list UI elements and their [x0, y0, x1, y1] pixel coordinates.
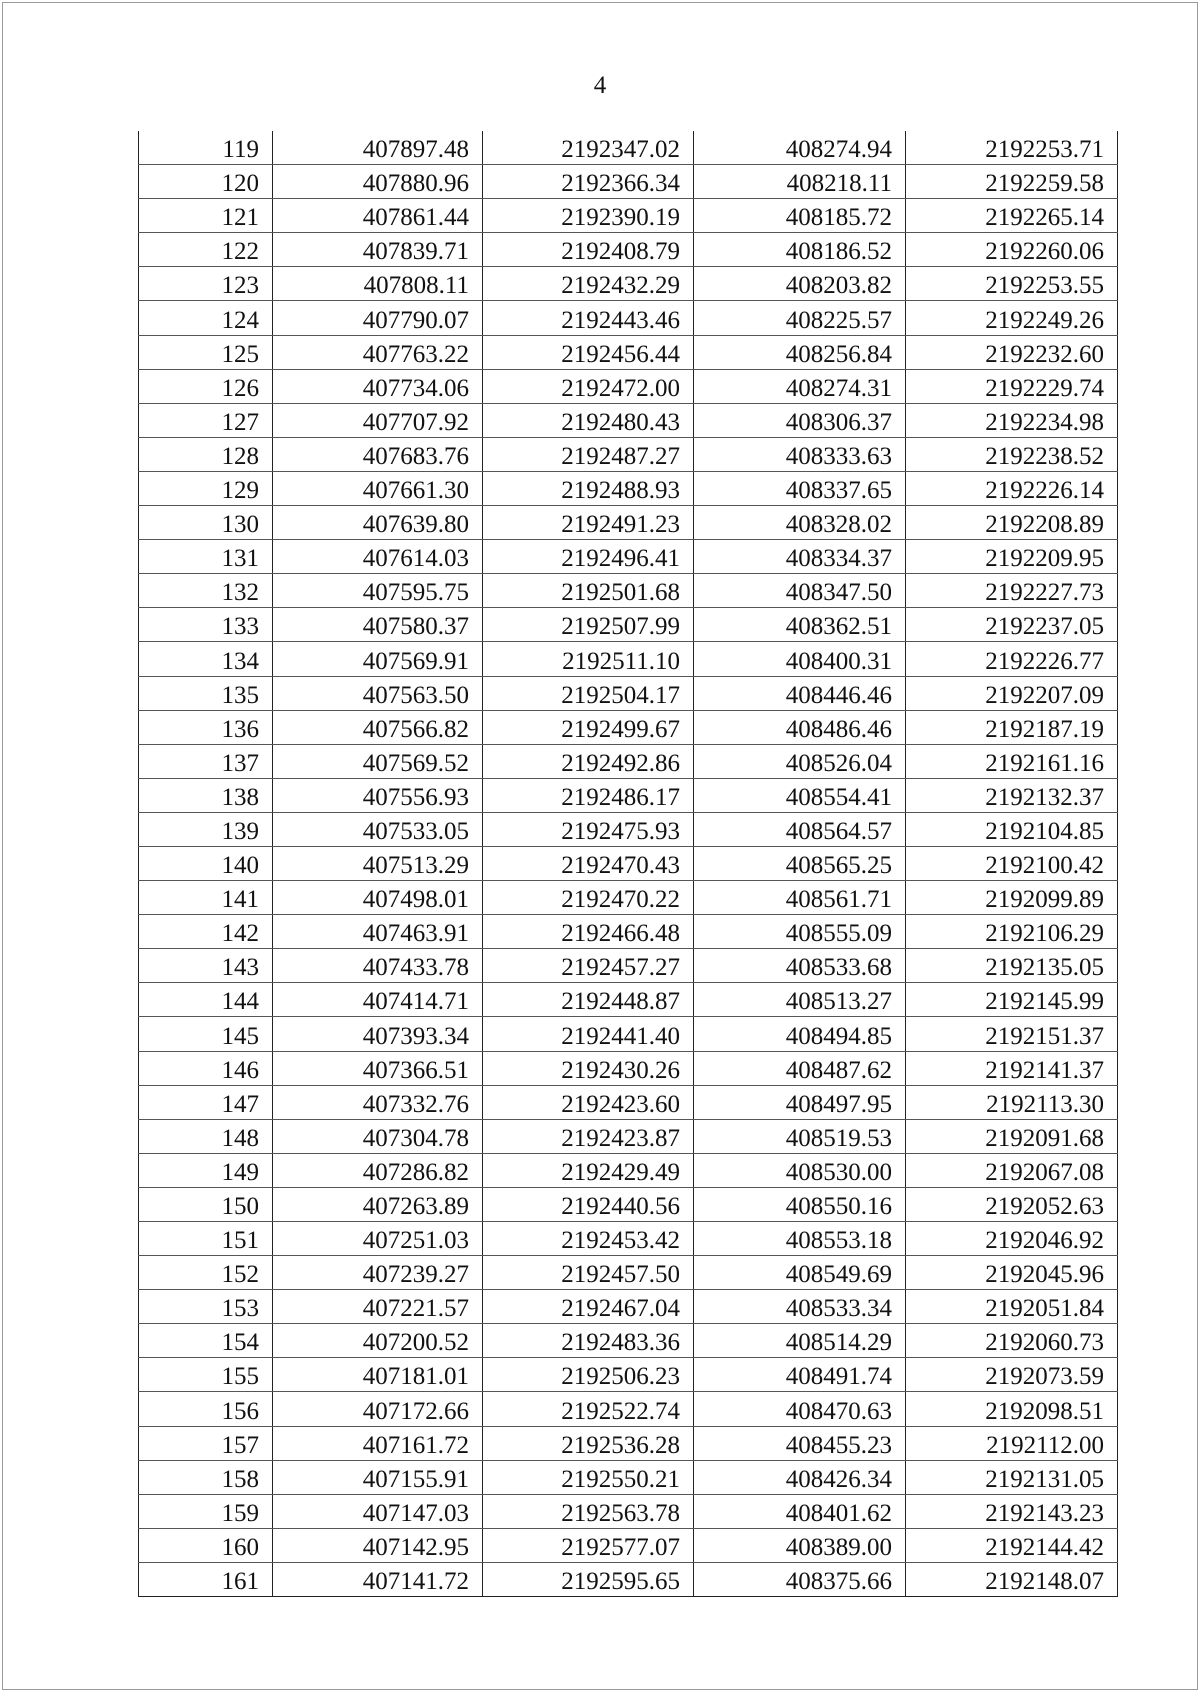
table-row [139, 165, 1118, 199]
table-row [139, 540, 1118, 574]
point-number-cell: 136 [139, 710, 273, 744]
x2-coordinate-cell: 408186.52 [694, 233, 906, 267]
y1-coordinate-cell: 2192470.22 [483, 881, 694, 915]
x2-coordinate-cell: 408553.18 [694, 1222, 906, 1256]
table-row [139, 915, 1118, 949]
x2-coordinate-cell: 408203.82 [694, 267, 906, 301]
y1-coordinate-cell: 2192536.28 [483, 1426, 694, 1460]
table-row [139, 1085, 1118, 1119]
x1-coordinate-cell: 407556.93 [273, 778, 483, 812]
y2-coordinate-cell: 2192229.74 [906, 369, 1118, 403]
y2-coordinate-cell: 2192113.30 [906, 1085, 1118, 1119]
y2-coordinate-cell: 2192135.05 [906, 949, 1118, 983]
point-number-cell: 144 [139, 983, 273, 1017]
y1-coordinate-cell: 2192504.17 [483, 676, 694, 710]
x2-coordinate-cell: 408306.37 [694, 403, 906, 437]
x1-coordinate-cell: 407513.29 [273, 846, 483, 880]
y2-coordinate-cell: 2192106.29 [906, 915, 1118, 949]
y2-coordinate-cell: 2192104.85 [906, 812, 1118, 846]
y1-coordinate-cell: 2192491.23 [483, 506, 694, 540]
x1-coordinate-cell: 407763.22 [273, 335, 483, 369]
y1-coordinate-cell: 2192467.04 [483, 1290, 694, 1324]
x2-coordinate-cell: 408549.69 [694, 1256, 906, 1290]
x2-coordinate-cell: 408446.46 [694, 676, 906, 710]
point-number-cell: 155 [139, 1358, 273, 1392]
coordinate-table [138, 131, 1118, 1597]
point-number-cell: 130 [139, 506, 273, 540]
x2-coordinate-cell: 408185.72 [694, 199, 906, 233]
y1-coordinate-cell: 2192595.65 [483, 1562, 694, 1596]
x2-coordinate-cell: 408486.46 [694, 710, 906, 744]
point-number-cell: 128 [139, 437, 273, 471]
point-number-cell: 154 [139, 1324, 273, 1358]
y1-coordinate-cell: 2192486.17 [483, 778, 694, 812]
point-number-cell: 138 [139, 778, 273, 812]
point-number-cell: 122 [139, 233, 273, 267]
y1-coordinate-cell: 2192466.48 [483, 915, 694, 949]
table-row [139, 744, 1118, 778]
y1-coordinate-cell: 2192506.23 [483, 1358, 694, 1392]
point-number-cell: 120 [139, 165, 273, 199]
y2-coordinate-cell: 2192265.14 [906, 199, 1118, 233]
point-number-cell: 141 [139, 881, 273, 915]
x2-coordinate-cell: 408555.09 [694, 915, 906, 949]
point-number-cell: 134 [139, 642, 273, 676]
x2-coordinate-cell: 408256.84 [694, 335, 906, 369]
x1-coordinate-cell: 407569.91 [273, 642, 483, 676]
y1-coordinate-cell: 2192456.44 [483, 335, 694, 369]
x2-coordinate-cell: 408487.62 [694, 1051, 906, 1085]
x1-coordinate-cell: 407569.52 [273, 744, 483, 778]
point-number-cell: 159 [139, 1494, 273, 1528]
table-row [139, 267, 1118, 301]
y1-coordinate-cell: 2192480.43 [483, 403, 694, 437]
x1-coordinate-cell: 407498.01 [273, 881, 483, 915]
x1-coordinate-cell: 407414.71 [273, 983, 483, 1017]
table-row [139, 1358, 1118, 1392]
y1-coordinate-cell: 2192499.67 [483, 710, 694, 744]
y1-coordinate-cell: 2192430.26 [483, 1051, 694, 1085]
point-number-cell: 156 [139, 1392, 273, 1426]
x2-coordinate-cell: 408328.02 [694, 506, 906, 540]
y2-coordinate-cell: 2192187.19 [906, 710, 1118, 744]
x1-coordinate-cell: 407595.75 [273, 574, 483, 608]
point-number-cell: 131 [139, 540, 273, 574]
x1-coordinate-cell: 407683.76 [273, 437, 483, 471]
point-number-cell: 146 [139, 1051, 273, 1085]
x1-coordinate-cell: 407566.82 [273, 710, 483, 744]
y1-coordinate-cell: 2192448.87 [483, 983, 694, 1017]
table-row [139, 983, 1118, 1017]
table-body [139, 131, 1118, 1597]
y1-coordinate-cell: 2192496.41 [483, 540, 694, 574]
x2-coordinate-cell: 408218.11 [694, 165, 906, 199]
y1-coordinate-cell: 2192443.46 [483, 301, 694, 335]
y1-coordinate-cell: 2192347.02 [483, 131, 694, 165]
y2-coordinate-cell: 2192208.89 [906, 506, 1118, 540]
y1-coordinate-cell: 2192511.10 [483, 642, 694, 676]
x2-coordinate-cell: 408347.50 [694, 574, 906, 608]
y1-coordinate-cell: 2192472.00 [483, 369, 694, 403]
x1-coordinate-cell: 407161.72 [273, 1426, 483, 1460]
x2-coordinate-cell: 408564.57 [694, 812, 906, 846]
x2-coordinate-cell: 408526.04 [694, 744, 906, 778]
table-row [139, 506, 1118, 540]
table-row [139, 812, 1118, 846]
point-number-cell: 133 [139, 608, 273, 642]
x2-coordinate-cell: 408550.16 [694, 1187, 906, 1221]
x1-coordinate-cell: 407734.06 [273, 369, 483, 403]
y2-coordinate-cell: 2192045.96 [906, 1256, 1118, 1290]
table-row [139, 199, 1118, 233]
x2-coordinate-cell: 408274.31 [694, 369, 906, 403]
point-number-cell: 153 [139, 1290, 273, 1324]
point-number-cell: 127 [139, 403, 273, 437]
y1-coordinate-cell: 2192563.78 [483, 1494, 694, 1528]
x2-coordinate-cell: 408389.00 [694, 1528, 906, 1562]
y1-coordinate-cell: 2192550.21 [483, 1460, 694, 1494]
y2-coordinate-cell: 2192151.37 [906, 1017, 1118, 1051]
table-row [139, 574, 1118, 608]
table-row [139, 608, 1118, 642]
table-row [139, 949, 1118, 983]
x2-coordinate-cell: 408274.94 [694, 131, 906, 165]
y2-coordinate-cell: 2192259.58 [906, 165, 1118, 199]
table-row [139, 1528, 1118, 1562]
y1-coordinate-cell: 2192366.34 [483, 165, 694, 199]
table-row [139, 403, 1118, 437]
x1-coordinate-cell: 407142.95 [273, 1528, 483, 1562]
y1-coordinate-cell: 2192441.40 [483, 1017, 694, 1051]
y2-coordinate-cell: 2192098.51 [906, 1392, 1118, 1426]
y1-coordinate-cell: 2192475.93 [483, 812, 694, 846]
table-row [139, 1051, 1118, 1085]
table-row [139, 710, 1118, 744]
y2-coordinate-cell: 2192073.59 [906, 1358, 1118, 1392]
x2-coordinate-cell: 408426.34 [694, 1460, 906, 1494]
y2-coordinate-cell: 2192099.89 [906, 881, 1118, 915]
x2-coordinate-cell: 408401.62 [694, 1494, 906, 1528]
y2-coordinate-cell: 2192145.99 [906, 983, 1118, 1017]
point-number-cell: 119 [139, 131, 273, 165]
x2-coordinate-cell: 408533.34 [694, 1290, 906, 1324]
y2-coordinate-cell: 2192143.23 [906, 1494, 1118, 1528]
y1-coordinate-cell: 2192470.43 [483, 846, 694, 880]
x1-coordinate-cell: 407533.05 [273, 812, 483, 846]
x1-coordinate-cell: 407366.51 [273, 1051, 483, 1085]
x2-coordinate-cell: 408561.71 [694, 881, 906, 915]
y1-coordinate-cell: 2192440.56 [483, 1187, 694, 1221]
table-row [139, 369, 1118, 403]
x2-coordinate-cell: 408533.68 [694, 949, 906, 983]
table-row [139, 1494, 1118, 1528]
y2-coordinate-cell: 2192249.26 [906, 301, 1118, 335]
x1-coordinate-cell: 407181.01 [273, 1358, 483, 1392]
y1-coordinate-cell: 2192423.60 [483, 1085, 694, 1119]
table-row [139, 1222, 1118, 1256]
x2-coordinate-cell: 408334.37 [694, 540, 906, 574]
x1-coordinate-cell: 407580.37 [273, 608, 483, 642]
x1-coordinate-cell: 407614.03 [273, 540, 483, 574]
x2-coordinate-cell: 408400.31 [694, 642, 906, 676]
point-number-cell: 150 [139, 1187, 273, 1221]
y2-coordinate-cell: 2192091.68 [906, 1119, 1118, 1153]
x2-coordinate-cell: 408494.85 [694, 1017, 906, 1051]
y2-coordinate-cell: 2192227.73 [906, 574, 1118, 608]
y1-coordinate-cell: 2192483.36 [483, 1324, 694, 1358]
y2-coordinate-cell: 2192060.73 [906, 1324, 1118, 1358]
x2-coordinate-cell: 408225.57 [694, 301, 906, 335]
x2-coordinate-cell: 408513.27 [694, 983, 906, 1017]
y2-coordinate-cell: 2192232.60 [906, 335, 1118, 369]
table-row [139, 846, 1118, 880]
point-number-cell: 125 [139, 335, 273, 369]
y2-coordinate-cell: 2192253.55 [906, 267, 1118, 301]
x1-coordinate-cell: 407155.91 [273, 1460, 483, 1494]
point-number-cell: 157 [139, 1426, 273, 1460]
table-row [139, 642, 1118, 676]
y1-coordinate-cell: 2192488.93 [483, 471, 694, 505]
x2-coordinate-cell: 408337.65 [694, 471, 906, 505]
y2-coordinate-cell: 2192148.07 [906, 1562, 1118, 1596]
table-row [139, 131, 1118, 165]
y2-coordinate-cell: 2192237.05 [906, 608, 1118, 642]
x2-coordinate-cell: 408455.23 [694, 1426, 906, 1460]
x1-coordinate-cell: 407839.71 [273, 233, 483, 267]
table-row [139, 1562, 1118, 1596]
point-number-cell: 121 [139, 199, 273, 233]
x2-coordinate-cell: 408530.00 [694, 1153, 906, 1187]
y2-coordinate-cell: 2192207.09 [906, 676, 1118, 710]
y1-coordinate-cell: 2192522.74 [483, 1392, 694, 1426]
point-number-cell: 149 [139, 1153, 273, 1187]
y2-coordinate-cell: 2192112.00 [906, 1426, 1118, 1460]
table-row [139, 233, 1118, 267]
x2-coordinate-cell: 408514.29 [694, 1324, 906, 1358]
x1-coordinate-cell: 407639.80 [273, 506, 483, 540]
x1-coordinate-cell: 407141.72 [273, 1562, 483, 1596]
table-row [139, 437, 1118, 471]
y2-coordinate-cell: 2192144.42 [906, 1528, 1118, 1562]
x2-coordinate-cell: 408497.95 [694, 1085, 906, 1119]
point-number-cell: 135 [139, 676, 273, 710]
y2-coordinate-cell: 2192226.77 [906, 642, 1118, 676]
x1-coordinate-cell: 407433.78 [273, 949, 483, 983]
y1-coordinate-cell: 2192457.50 [483, 1256, 694, 1290]
y2-coordinate-cell: 2192226.14 [906, 471, 1118, 505]
table-row [139, 1017, 1118, 1051]
x2-coordinate-cell: 408333.63 [694, 437, 906, 471]
y2-coordinate-cell: 2192209.95 [906, 540, 1118, 574]
x1-coordinate-cell: 407304.78 [273, 1119, 483, 1153]
point-number-cell: 132 [139, 574, 273, 608]
x1-coordinate-cell: 407880.96 [273, 165, 483, 199]
table-row [139, 471, 1118, 505]
x1-coordinate-cell: 407147.03 [273, 1494, 483, 1528]
y2-coordinate-cell: 2192067.08 [906, 1153, 1118, 1187]
table-row [139, 1187, 1118, 1221]
table-row [139, 335, 1118, 369]
point-number-cell: 152 [139, 1256, 273, 1290]
y1-coordinate-cell: 2192429.49 [483, 1153, 694, 1187]
y2-coordinate-cell: 2192051.84 [906, 1290, 1118, 1324]
y2-coordinate-cell: 2192052.63 [906, 1187, 1118, 1221]
x1-coordinate-cell: 407221.57 [273, 1290, 483, 1324]
table-row [139, 1290, 1118, 1324]
x1-coordinate-cell: 407790.07 [273, 301, 483, 335]
point-number-cell: 158 [139, 1460, 273, 1494]
y1-coordinate-cell: 2192453.42 [483, 1222, 694, 1256]
table-row [139, 1324, 1118, 1358]
table-row [139, 1460, 1118, 1494]
point-number-cell: 123 [139, 267, 273, 301]
x2-coordinate-cell: 408565.25 [694, 846, 906, 880]
point-number-cell: 124 [139, 301, 273, 335]
point-number-cell: 139 [139, 812, 273, 846]
y2-coordinate-cell: 2192132.37 [906, 778, 1118, 812]
x1-coordinate-cell: 407286.82 [273, 1153, 483, 1187]
y2-coordinate-cell: 2192131.05 [906, 1460, 1118, 1494]
point-number-cell: 142 [139, 915, 273, 949]
x1-coordinate-cell: 407463.91 [273, 915, 483, 949]
y2-coordinate-cell: 2192253.71 [906, 131, 1118, 165]
x1-coordinate-cell: 407172.66 [273, 1392, 483, 1426]
y1-coordinate-cell: 2192390.19 [483, 199, 694, 233]
table-row [139, 778, 1118, 812]
x2-coordinate-cell: 408554.41 [694, 778, 906, 812]
y2-coordinate-cell: 2192141.37 [906, 1051, 1118, 1085]
table-row [139, 1392, 1118, 1426]
x1-coordinate-cell: 407707.92 [273, 403, 483, 437]
x1-coordinate-cell: 407393.34 [273, 1017, 483, 1051]
table-row [139, 301, 1118, 335]
y1-coordinate-cell: 2192507.99 [483, 608, 694, 642]
x1-coordinate-cell: 407661.30 [273, 471, 483, 505]
y2-coordinate-cell: 2192238.52 [906, 437, 1118, 471]
y1-coordinate-cell: 2192423.87 [483, 1119, 694, 1153]
x1-coordinate-cell: 407861.44 [273, 199, 483, 233]
y1-coordinate-cell: 2192457.27 [483, 949, 694, 983]
y2-coordinate-cell: 2192100.42 [906, 846, 1118, 880]
x1-coordinate-cell: 407263.89 [273, 1187, 483, 1221]
point-number-cell: 145 [139, 1017, 273, 1051]
y1-coordinate-cell: 2192408.79 [483, 233, 694, 267]
point-number-cell: 151 [139, 1222, 273, 1256]
point-number-cell: 160 [139, 1528, 273, 1562]
x1-coordinate-cell: 407897.48 [273, 131, 483, 165]
x2-coordinate-cell: 408470.63 [694, 1392, 906, 1426]
x1-coordinate-cell: 407251.03 [273, 1222, 483, 1256]
y2-coordinate-cell: 2192234.98 [906, 403, 1118, 437]
y1-coordinate-cell: 2192487.27 [483, 437, 694, 471]
x1-coordinate-cell: 407239.27 [273, 1256, 483, 1290]
point-number-cell: 147 [139, 1085, 273, 1119]
point-number-cell: 126 [139, 369, 273, 403]
x2-coordinate-cell: 408519.53 [694, 1119, 906, 1153]
x1-coordinate-cell: 407808.11 [273, 267, 483, 301]
point-number-cell: 129 [139, 471, 273, 505]
table-row [139, 1256, 1118, 1290]
y1-coordinate-cell: 2192577.07 [483, 1528, 694, 1562]
x1-coordinate-cell: 407200.52 [273, 1324, 483, 1358]
point-number-cell: 161 [139, 1562, 273, 1596]
x2-coordinate-cell: 408362.51 [694, 608, 906, 642]
table-row [139, 1119, 1118, 1153]
table-row [139, 1153, 1118, 1187]
y2-coordinate-cell: 2192046.92 [906, 1222, 1118, 1256]
y1-coordinate-cell: 2192432.29 [483, 267, 694, 301]
x2-coordinate-cell: 408375.66 [694, 1562, 906, 1596]
table-row [139, 676, 1118, 710]
x1-coordinate-cell: 407563.50 [273, 676, 483, 710]
point-number-cell: 143 [139, 949, 273, 983]
y1-coordinate-cell: 2192492.86 [483, 744, 694, 778]
x1-coordinate-cell: 407332.76 [273, 1085, 483, 1119]
point-number-cell: 148 [139, 1119, 273, 1153]
y1-coordinate-cell: 2192501.68 [483, 574, 694, 608]
page-number: 4 [593, 72, 607, 99]
table-row [139, 881, 1118, 915]
point-number-cell: 140 [139, 846, 273, 880]
y2-coordinate-cell: 2192161.16 [906, 744, 1118, 778]
x2-coordinate-cell: 408491.74 [694, 1358, 906, 1392]
table-row [139, 1426, 1118, 1460]
point-number-cell: 137 [139, 744, 273, 778]
y2-coordinate-cell: 2192260.06 [906, 233, 1118, 267]
